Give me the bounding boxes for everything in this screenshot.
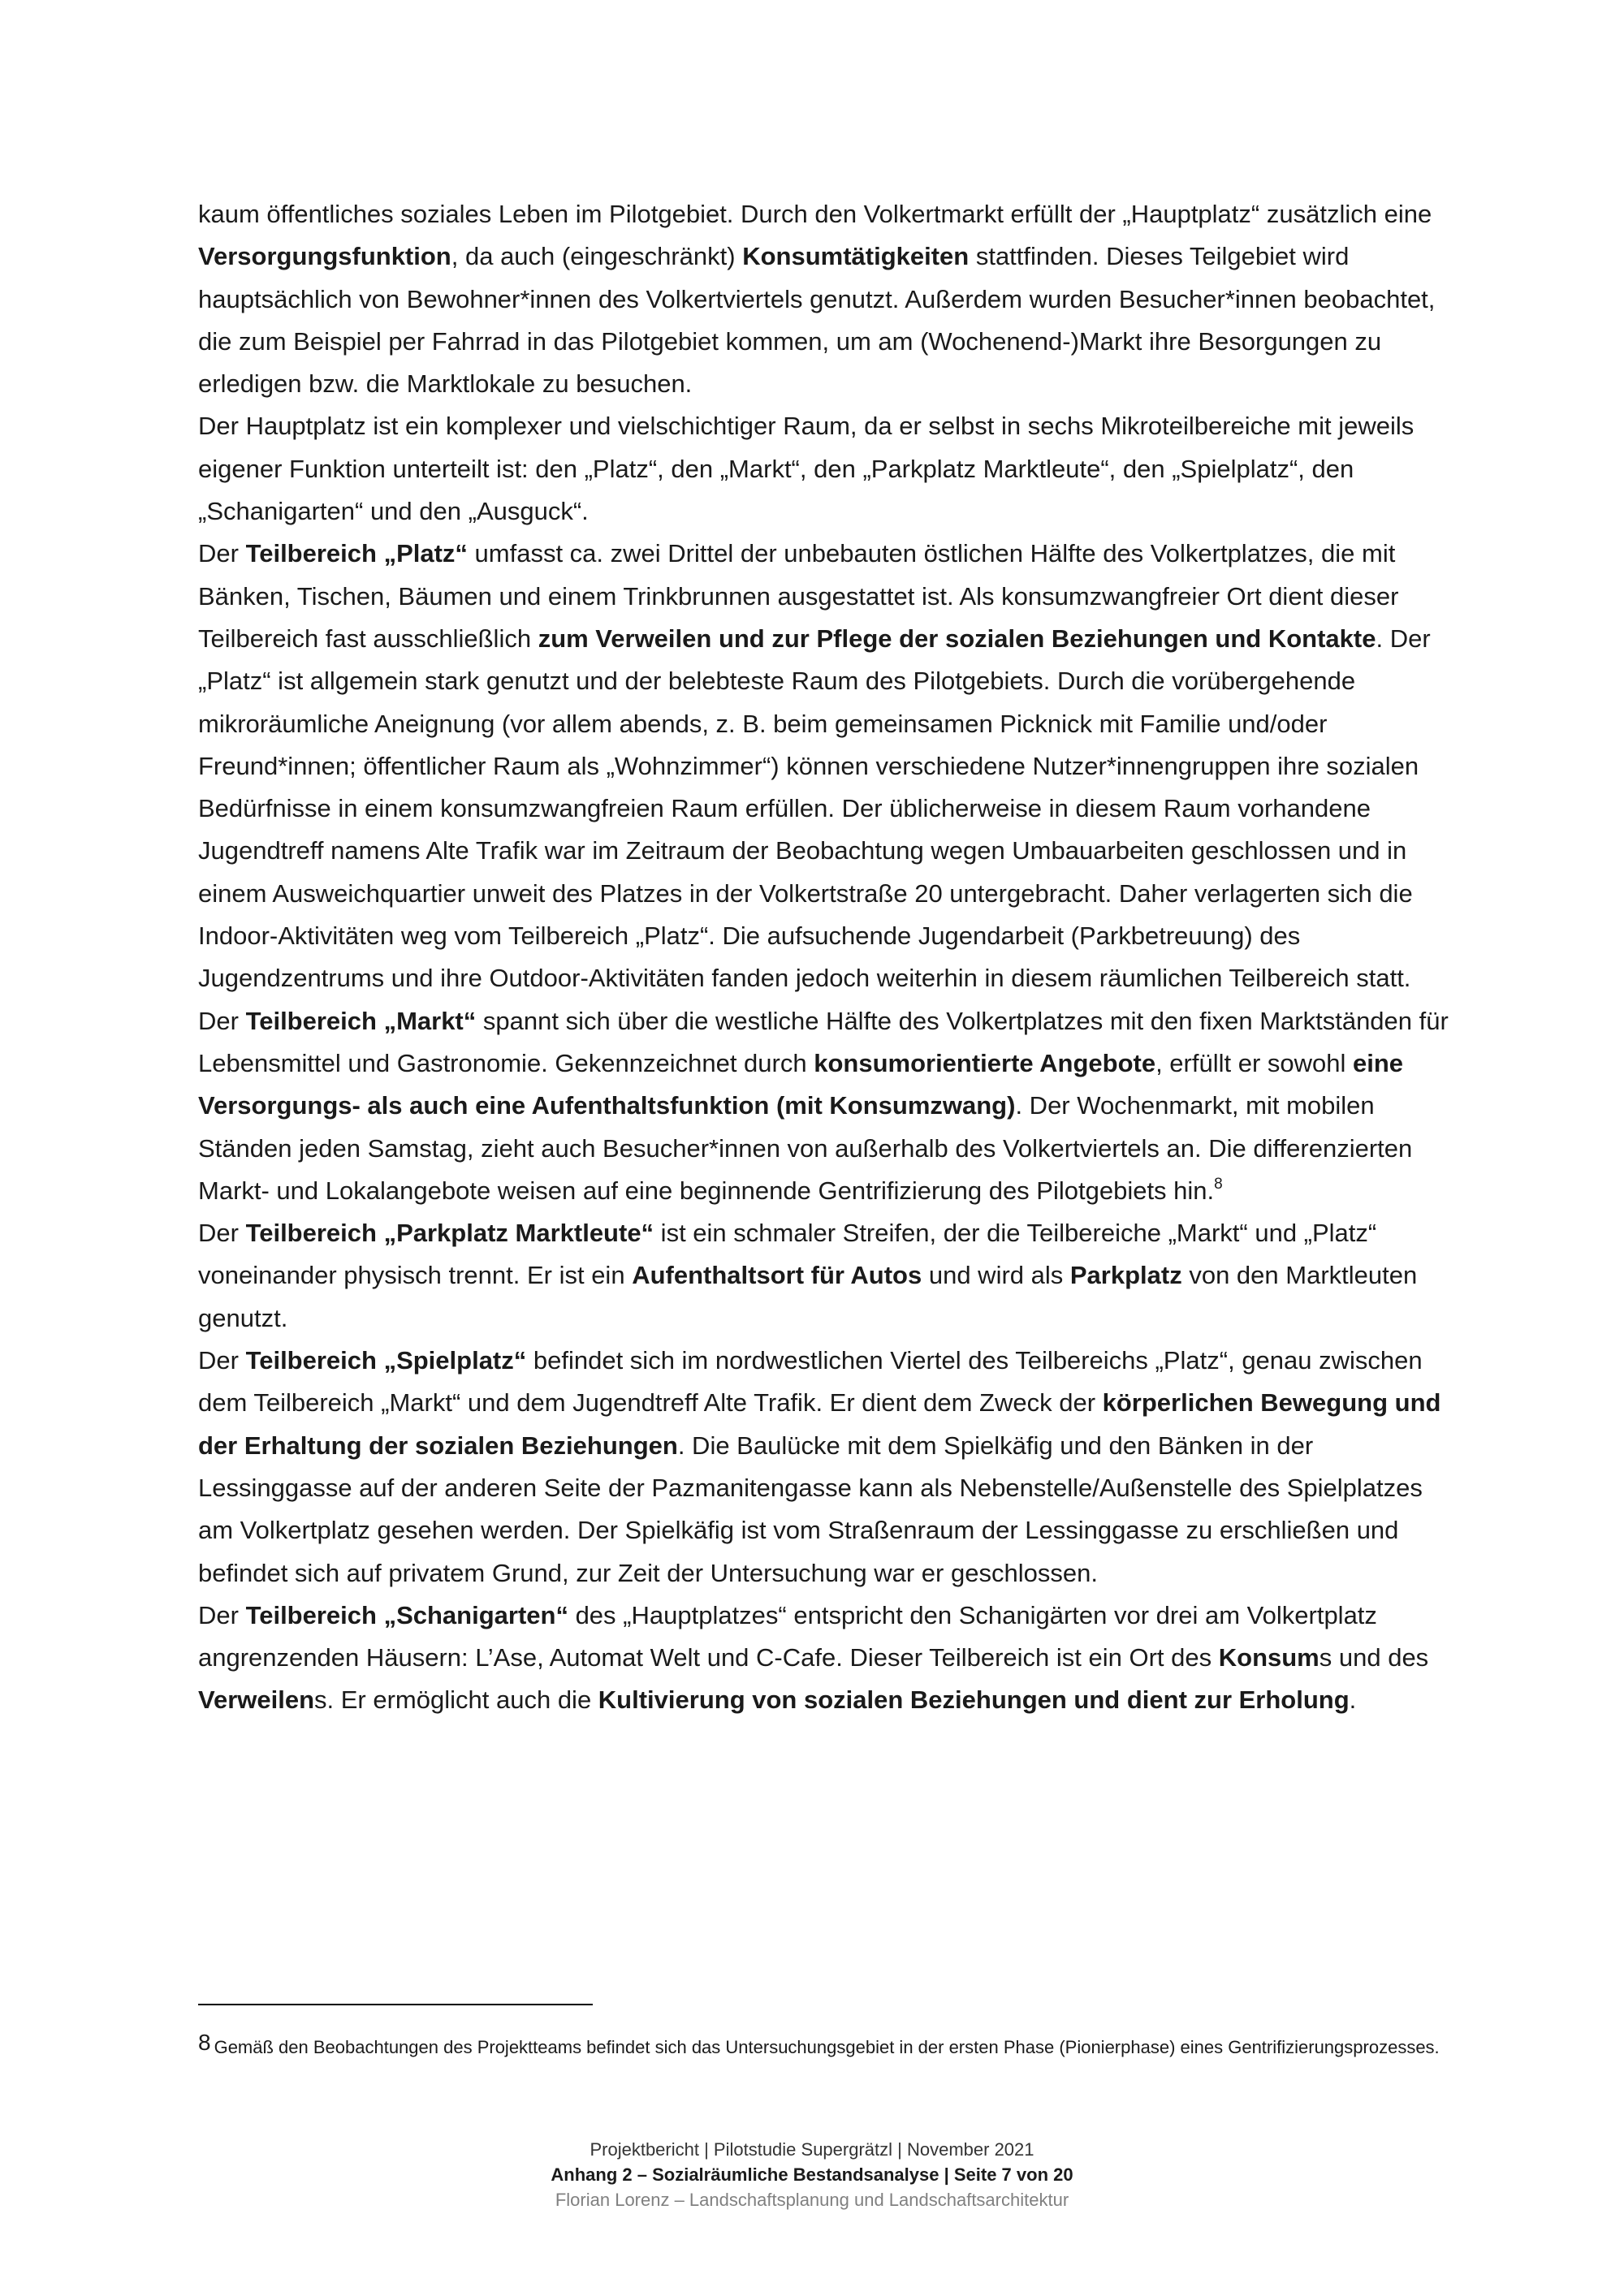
footnote-text: Gemäß den Beobachtungen des Projektteams befindet sich das Untersuchungsgebiet in der ersten Phase (Pionierphase) eines Gentrifizierungsprozesses. — [214, 2037, 1440, 2057]
paragraph-2: Der Hauptplatz ist ein komplexer und vielschichtiger Raum, da er selbst in sechs Mikroteilbereiche mit jeweils eigener Funktion unterteilt ist: den „Platz“, den „Markt“, den „Parkplatz Marktleute“, den „Spielplatz“, den „Schanigarten“ und den „Ausguck“. — [198, 412, 1415, 526]
paragraph-spielplatz: Der Teilbereich „Spielplatz“ befindet sich im nordwestlichen Viertel des Teilbereichs „Platz“, genau zwischen dem Teilbereich „Markt“ und dem Jugendtreff Alte Trafik. Er dient dem Zweck der körperlichen Bewegung und der Erhaltung der sozialen Beziehungen. Die Baulücke mit dem Spielkäfig und den Bänken in der Lessinggasse auf der anderen Seite der Pazmanitengasse kann als Nebenstelle/Außenstelle des Spielplatzes am Volkertplatz gesehen werden. Der Spielkäfig ist vom Straßenraum der Lessinggasse zu erschließen und befindet sich auf privatem Grund, zur Zeit der Untersuchung war er geschlossen. — [198, 1346, 1441, 1587]
paragraph-platz: Der Teilbereich „Platz“ umfasst ca. zwei Drittel der unbebauten östlichen Hälfte des Volkertplatzes, die mit Bänken, Tischen, Bäumen und einem Trinkbrunnen ausgestattet ist. Als konsumzwangfreier Ort dient dieser Teilbereich fast ausschließlich zum Verweilen und zur Pflege der sozialen Beziehungen und Kontakte. Der „Platz“ ist allgemein stark genutzt und der belebteste Raum des Pilotgebiets. Durch die vorübergehende mikroräumliche Aneignung (vor allem abends, z. B. beim gemeinsamen Picknick mit Familie und/oder Freund*innen; öffentlicher Raum als „Wohnzimmer“) können verschiedene Nutzer*innengruppen ihre sozialen Bedürfnisse in einem konsumzwangfreien Raum erfüllen. Der üblicherweise in diesem Raum vorhandene Jugendtreff namens Alte Trafik war im Zeitraum der Beobachtung wegen Umbauarbeiten geschlossen und in einem Ausweichquartier unweit des Platzes in der Volkertstraße 20 untergebracht. Daher verlagerten sich die Indoor-Aktivitäten weg vom Teilbereich „Platz“. Die aufsuchende Jugendarbeit (Parkbetreuung) des Jugendzentrums und ihre Outdoor-Aktivitäten fanden jedoch weiterhin in diesem räumlichen Teilbereich statt. — [198, 539, 1431, 993]
footer-page-info: Anhang 2 – Sozialräumliche Bestandsanalyse | Seite 7 von 20 — [551, 2164, 1073, 2185]
paragraph-markt: Der Teilbereich „Markt“ spannt sich über die westliche Hälfte des Volkertplatzes mit den fixen Marktständen für Lebensmittel und Gastronomie. Gekennzeichnet durch konsumorientierte Angebote, erfüllt er sowohl eine Versorgungs- als auch eine Aufenthaltsfunktion (mit Konsumzwang). Der Wochenmarkt, mit mobilen Ständen jeden Samstag, zieht auch Besucher*innen von außerhalb des Volkertviertels an. Die differenzierten Markt- und Lokalangebote weisen auf eine beginnende Gentrifizierung des Pilotgebiets hin.$^8$ — [198, 1006, 1449, 1205]
footnote-number: 8 — [198, 2030, 211, 2055]
paragraph-parkplatz: Der Teilbereich „Parkplatz Marktleute“ ist ein schmaler Streifen, der die Teilbereiche „Markt“ und „Platz“ voneinander physisch trennt. Er ist ein Aufenthaltsort für Autos und wird als Parkplatz von den Marktleuten genutzt. — [198, 1219, 1418, 1332]
paragraph-schanigarten: Der Teilbereich „Schanigarten“ des „Hauptplatzes“ entspricht den Schanigärten vor drei am Volkertplatz angrenzenden Häusern: L’Ase, Automat Welt und C-Cafe. Dieser Teilbereich ist ein Ort des Konsums und des Verweilens. Er ermöglicht auch die Kultivierung von sozialen Beziehungen und dient zur Erholung. — [198, 1600, 1429, 1715]
page-footer — [0, 2137, 1624, 2212]
paragraph-1: kaum öffentliches soziales Leben im Pilotgebiet. Durch den Volkertmarkt erfüllt der „Hauptplatz“ zusätzlich eine Versorgungsfunktion, da auch (eingeschränkt) Konsumtätigkeiten stattfinden. Dieses Teilgebiet wird hauptsächlich von Bewohner*innen des Volkertviertels genutzt. Außerdem wurden Besucher*innen beobachtet, die zum Beispiel per Fahrrad in das Pilotgebiet kommen, um am (Wochenend-)Markt ihre Besorgungen zu erledigen bzw. die Marktlokale zu besuchen. — [198, 200, 1436, 399]
footnote-reference[interactable]: 8 — [1214, 1175, 1223, 1193]
footer-report-info: Projektbericht | Pilotstudie Supergrätzl | November 2021 — [590, 2139, 1034, 2160]
body-text — [198, 193, 1449, 1722]
footnote — [198, 2030, 1449, 2061]
footnote-divider — [198, 2004, 593, 2005]
footer-author: Florian Lorenz – Landschaftsplanung und Landschaftsarchitektur — [555, 2190, 1069, 2210]
